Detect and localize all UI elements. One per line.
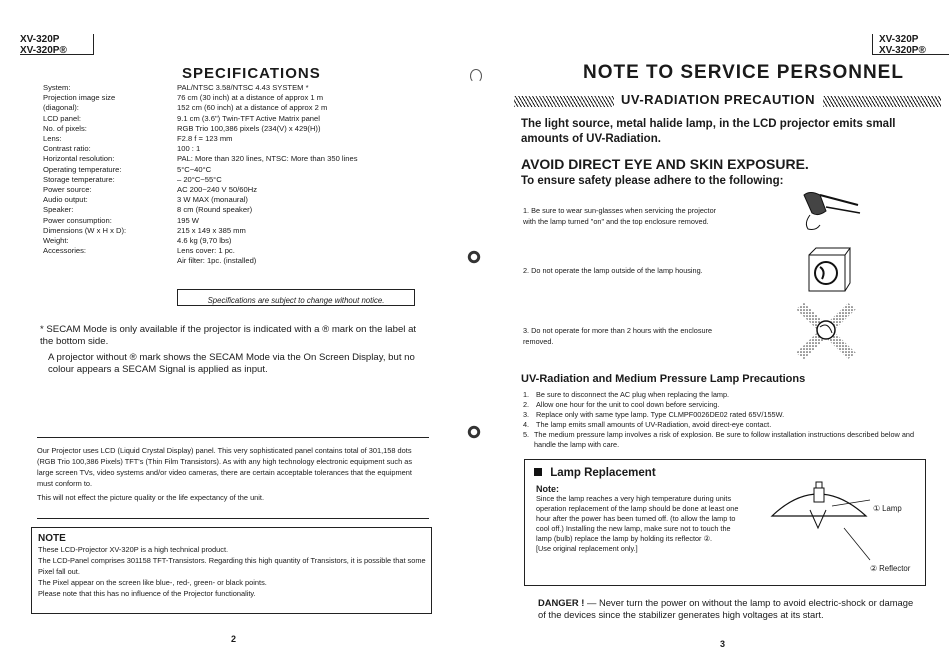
binder-hole [467,250,481,264]
spec-value: Air filter: 1pc. (installed) [177,256,257,266]
list-number: 3. [523,410,530,419]
spec-label: Contrast ratio: [43,144,91,154]
spec-value: 5°C~40°C [177,164,212,174]
list-item [523,410,928,420]
spec-notice-box [177,289,415,306]
list-item [523,390,928,400]
spec-value: 76 cm (30 inch) at a distance of approx 1 m [177,93,324,103]
spec-label: Power consumption: [43,215,112,225]
spec-value: 3 W MAX (monaural) [177,195,248,205]
right-model-box [872,34,949,55]
spec-value: RGB Trio 100,386 pixels (234(V) x 429(H)) [177,123,321,133]
list-text: Be sure to disconnect the AC plug when replacing the lamp. [536,390,730,399]
note-line: Please note that this has no influence of the Projector functionality. [38,589,256,598]
spec-value: 215 x 149 x 385 mm [177,225,246,235]
lamp-use-original: [Use original replacement only.] [536,544,638,553]
spec-label: Accessories: [43,246,87,256]
spec-value: 9.1 cm (3.6") Twin-TFT Active Matrix panel [177,113,320,123]
spec-label: Dimensions (W x H x D): [43,225,127,235]
spec-label: Power source: [43,185,92,195]
left-model-line-2: XV-320P® [20,45,67,56]
list-item [523,430,928,450]
spec-notice: Specifications are subject to change without notice. [207,296,385,305]
spec-label: Horizontal resolution: [43,154,115,164]
spec-value: 100 : 1 [177,144,201,154]
lcd-paragraph-1: Our Projector uses LCD (Liquid Crystal Display) panel. This very sophisticated panel contains total of 301,158 dots (RGB Trio 100,386 Pixels) TFT's (Thin Film Transistors). As with any high technology electronic equipment such as large screen TVs, video systems and/or video cameras, there are certain acceptable tolerances that the equipment must conform to. [37,446,413,488]
lamp-label-1: ① Lamp [873,504,902,513]
spec-value: – 20°C~55°C [177,174,222,184]
uv-lamp-heading: UV-Radiation and Medium Pressure Lamp Precautions [521,373,806,385]
spec-value: 4.6 kg (9,70 lbs) [177,236,232,246]
spec-label: Lens: [43,134,62,144]
spec-value: 152 cm (60 inch) at a distance of approx 2 m [177,103,328,113]
secam-note-2: A projector without ® mark shows the SECAM Mode via the On Screen Display, but no colour appears a SECAM Signal is applied as input. [48,352,415,375]
list-text: Allow one hour for the unit to cool down before servicing. [536,400,720,409]
avoid-heading: AVOID DIRECT EYE AND SKIN EXPOSURE. [521,156,809,172]
spec-value: AC 200~240 V 50/60Hz [177,185,258,195]
list-item [523,420,928,430]
danger-label: DANGER ! [538,597,585,608]
lcd-paragraph-2: This will not effect the picture quality or the life expectancy of the unit. [37,493,265,502]
spec-label: LCD panel: [43,113,81,123]
lamp-housing-illustration [806,245,851,293]
safety-item-3: 3. Do not operate for more than 2 hours with the enclosure removed. [523,326,713,346]
note-line: The Pixel appear on the screen like blue-, red-, green- or black points. [38,578,267,587]
spec-label: Projection image size [43,93,116,103]
binder-hole-mark [470,69,482,83]
list-number: 1. [523,390,530,399]
right-model-line-2: XV-320P® [879,45,926,56]
uv-intro: The light source, metal halide lamp, in the LCD projector emits small amounts of UV-Radiation. [521,118,896,145]
note-title: NOTE [38,533,66,544]
list-number: 5. [523,430,530,439]
right-model-line-1: XV-320P [879,34,919,45]
list-text: Replace only with same type lamp. Type CLMPF0026DE02 rated 65V/155W. [536,410,785,419]
spec-label: No. of pixels: [43,123,87,133]
list-number: 4. [523,420,530,429]
uv-lamp-list [523,390,928,450]
lamp-replacement-box [524,459,926,586]
list-text: The medium pressure lamp involves a risk of explosion. Be sure to follow installation instructions described below and handle the lamp with care. [533,430,914,449]
danger-notice [538,597,918,621]
ensure-heading: To ensure safety please adhere to the following: [521,175,784,187]
spec-label: Operating temperature: [43,164,122,174]
safety-item-1: 1. Be sure to wear sun-glasses when servicing the projector with the lamp turned "on" and the top enclosure removed. [523,206,717,226]
spec-value: 195 W [177,215,199,225]
list-number: 2. [523,400,530,409]
spec-value: 8 cm (Round speaker) [177,205,253,215]
left-model-box [20,34,94,55]
spec-value: PAL/NTSC 3.58/NTSC 4.43 SYSTEM * [177,83,309,92]
crossed-lamp-illustration [794,303,858,359]
spec-label: System: [43,83,71,92]
secam-note-1: * SECAM Mode is only available if the projector is indicated with a ® mark on the label at the bottom side. [40,324,417,347]
specifications-title: SPECIFICATIONS [182,65,321,82]
spec-label: Weight: [43,236,69,246]
hatch-left [514,96,614,107]
spec-label: Audio output: [43,195,88,205]
lamp-note-label: Note: [536,484,559,494]
lamp-diagram [770,478,880,568]
spec-value: Lens cover: 1 pc. [177,246,235,256]
square-bullet-icon [534,468,542,476]
lamp-label-2: ② Reflector [870,564,911,573]
spec-value: F2.8 f = 123 mm [177,134,233,144]
uv-heading: UV-RADIATION PRECAUTION [621,92,815,107]
left-model-line-1: XV-320P [20,34,60,45]
spec-label: (diagonal): [43,103,79,113]
spec-labels [43,83,126,256]
list-text: The lamp emits small amounts of UV-Radiation, avoid direct-eye contact. [536,420,772,429]
list-item [523,400,928,410]
spec-value: PAL: More than 320 lines, NTSC: More than 350 lines [177,154,358,164]
sunglasses-illustration [800,187,864,232]
right-page-number: 3 [720,639,726,649]
note-line: These LCD-Projector XV-320P is a high technical product. [38,545,229,554]
binder-hole [467,425,481,439]
left-page-number: 2 [231,634,237,644]
spec-label: Speaker: [43,205,74,215]
lamp-box-title: Lamp Replacement [550,467,656,479]
lcd-info-block [37,437,429,519]
safety-item-2: 2. Do not operate the lamp outside of the lamp housing. [523,266,703,275]
spec-values [177,83,358,267]
spec-label: Storage temperature: [43,174,115,184]
note-box [31,527,432,614]
note-line: The LCD-Panel comprises 301158 TFT-Transistors. Regarding this high quantity of Transistors, it is possible that some Pixel fall out. [38,556,426,576]
hatch-right [823,96,941,107]
lamp-note-text: Since the lamp reaches a very high temperature during units operation replacement of the lamp should be done at least one hour after the power has been turned off. (to allow the lamp to cool off.) Installing the new lamp, make sure not to touch the lamp (bulb) replace the lamp by holding its reflector ②. [536,494,739,543]
service-title: NOTE TO SERVICE PERSONNEL [583,62,904,83]
danger-text: — Never turn the power on without the lamp to avoid electric-shock or damage of the devices since the stabilizer generates high voltages at its start. [538,597,914,620]
